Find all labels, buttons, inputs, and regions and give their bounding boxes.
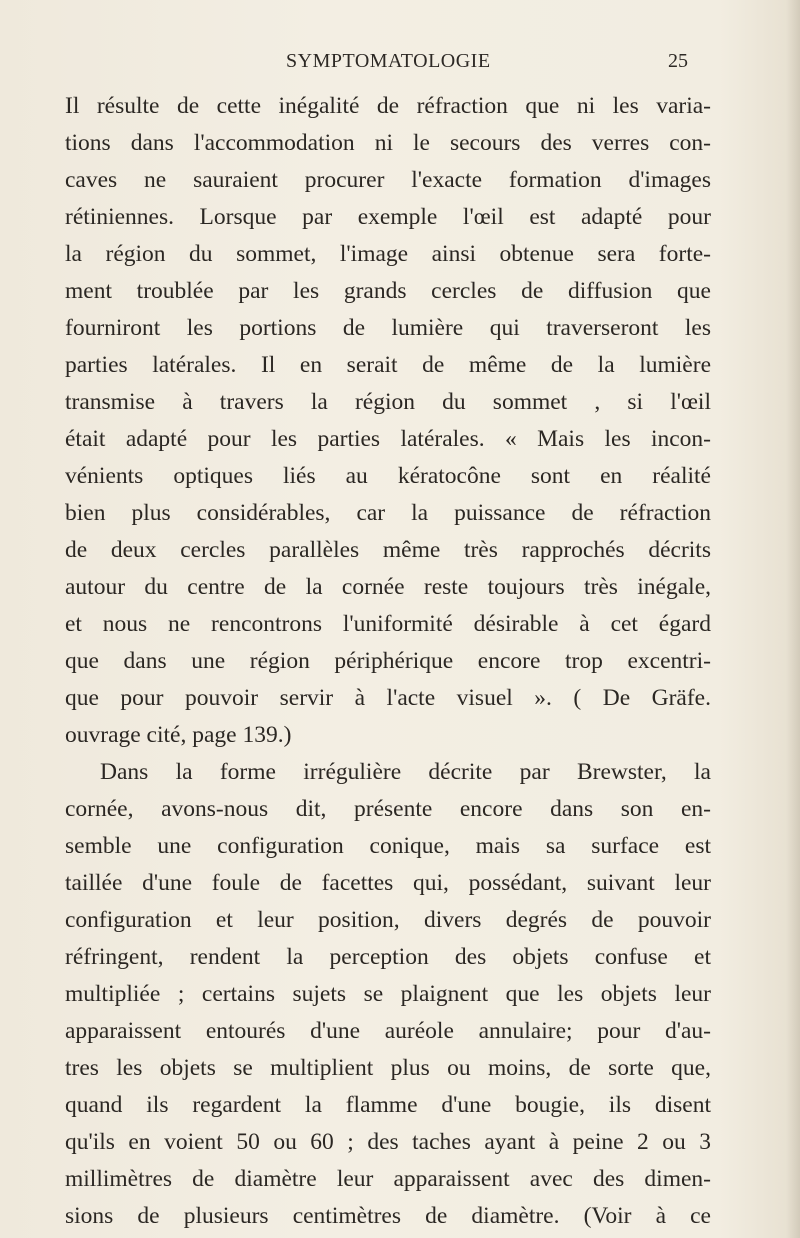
text-line: vénients optiques liés au kératocône sont en réalité	[65, 463, 711, 489]
text-line: réfringent, rendent la perception des objets confuse et	[65, 944, 711, 970]
text-line: que dans une région périphérique encore trop excentri-	[65, 648, 711, 674]
text-line: de deux cercles parallèles même très rapprochés décrits	[65, 537, 711, 563]
text-line: ouvrage cité, page 139.)	[65, 722, 292, 748]
text-line: que pour pouvoir servir à l'acte visuel ». ( De Gräfe.	[65, 685, 711, 711]
page-number: 25	[668, 50, 688, 72]
text-line: parties latérales. Il en serait de même de la lumière	[65, 352, 711, 378]
text-line: sions de plusieurs centimètres de diamètre. (Voir à ce	[65, 1203, 711, 1229]
text-line: rétiniennes. Lorsque par exemple l'œil est adapté pour	[65, 204, 711, 230]
text-line: quand ils regardent la flamme d'une bougie, ils disent	[65, 1092, 711, 1118]
text-line: cornée, avons-nous dit, présente encore dans son en-	[65, 796, 711, 822]
text-line: semble une configuration conique, mais sa surface est	[65, 833, 711, 859]
text-line: Dans la forme irrégulière décrite par Brewster, la	[100, 759, 711, 785]
text-line: caves ne sauraient procurer l'exacte formation d'images	[65, 167, 711, 193]
text-line: bien plus considérables, car la puissance de réfraction	[65, 500, 711, 526]
text-line: ment troublée par les grands cercles de diffusion que	[65, 278, 711, 304]
page-header	[0, 50, 800, 80]
text-line: configuration et leur position, divers degrés de pouvoir	[65, 907, 711, 933]
running-title: SYMPTOMATOLOGIE	[286, 50, 491, 72]
text-line: multipliée ; certains sujets se plaignent que les objets leur	[65, 981, 711, 1007]
text-line: millimètres de diamètre leur apparaissent avec des dimen-	[65, 1166, 711, 1192]
text-line: fourniront les portions de lumière qui traverseront les	[65, 315, 711, 341]
text-line: Il résulte de cette inégalité de réfraction que ni les varia-	[65, 93, 711, 119]
text-line: taillée d'une foule de facettes qui, possédant, suivant leur	[65, 870, 711, 896]
page-edge-shadow	[786, 0, 800, 1238]
text-line: qu'ils en voient 50 ou 60 ; des taches ayant à peine 2 ou 3	[65, 1129, 711, 1155]
text-line: apparaissent entourés d'une auréole annulaire; pour d'au-	[65, 1018, 711, 1044]
text-line: tres les objets se multiplient plus ou moins, de sorte que,	[65, 1055, 711, 1081]
text-line: et nous ne rencontrons l'uniformité désirable à cet égard	[65, 611, 711, 637]
text-line: la région du sommet, l'image ainsi obtenue sera forte-	[65, 241, 711, 267]
text-line: transmise à travers la région du sommet , si l'œil	[65, 389, 711, 415]
text-line: tions dans l'accommodation ni le secours des verres con-	[65, 130, 711, 156]
text-line: était adapté pour les parties latérales. « Mais les incon-	[65, 426, 711, 452]
text-line: autour du centre de la cornée reste toujours très inégale,	[65, 574, 711, 600]
